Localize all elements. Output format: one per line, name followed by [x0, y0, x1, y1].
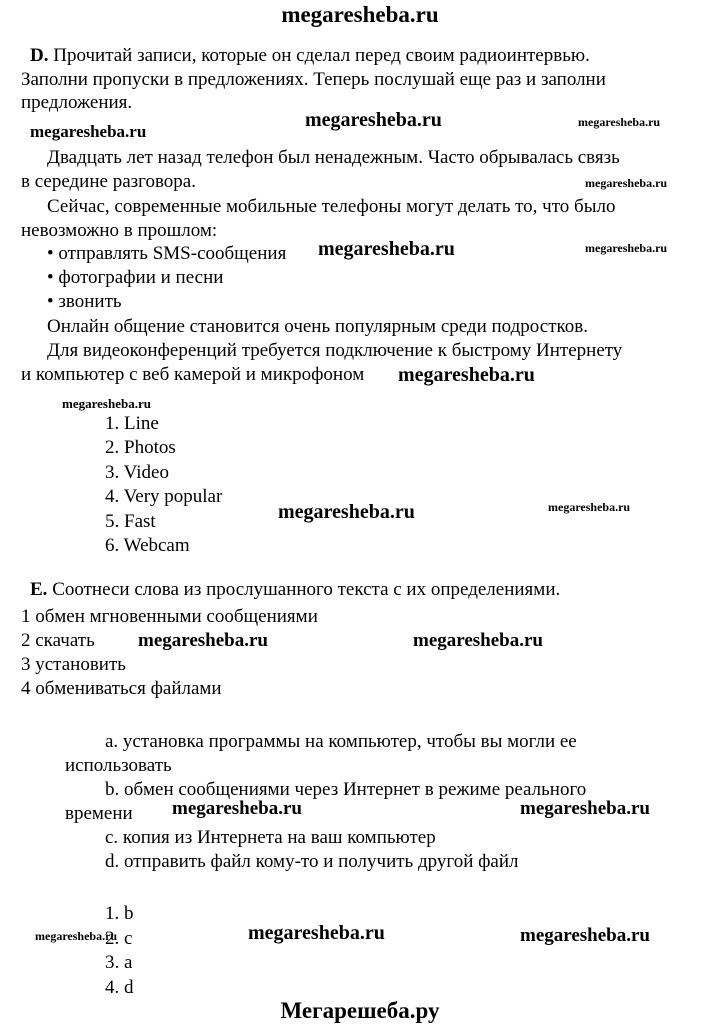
- watermark: megaresheba.ru: [62, 396, 151, 411]
- site-header-watermark: megaresheba.ru: [281, 2, 439, 27]
- task-e-label: E.: [30, 579, 48, 600]
- term-item: 4 обмениваться файлами: [21, 678, 222, 699]
- notes-paragraph-4: [21, 339, 683, 386]
- answer-item: 4. d: [105, 976, 134, 998]
- notes-p4-line1: Для видеоконференций требуется подключение к быстрому Интернету: [47, 340, 623, 361]
- notes-p2-line1: Сейчас, современные мобильные телефоны могут делать то, что было: [47, 196, 616, 217]
- watermark: megaresheba.ru: [305, 109, 442, 131]
- site-footer-title: Мегарешеба.ру: [280, 998, 440, 1023]
- answer-item: 2. c: [105, 927, 133, 949]
- answer-item: 3. a: [105, 952, 133, 973]
- notes-p2-line2: невозможно в прошлом:: [21, 219, 218, 241]
- answer-item: 5. Fast: [105, 510, 156, 532]
- definition-c: c. копия из Интернета на ваш компьютер: [105, 827, 436, 848]
- definition-d: d. отправить файл кому-то и получить другой файл: [105, 851, 519, 872]
- task-d-answer-list: [105, 412, 222, 558]
- watermark: megaresheba.ru: [398, 364, 535, 386]
- notes-paragraph-2: [21, 195, 683, 242]
- task-e-instructions: [21, 578, 701, 602]
- definition-a-line1: a. установка программы на компьютер, чтобы вы могли ее: [105, 731, 577, 752]
- watermark: megaresheba.ru: [172, 798, 302, 819]
- definition-b-line1: b. обмен сообщениями через Интернет в режиме реального: [105, 779, 587, 800]
- notes-p3: Онлайн общение становится очень популярным среди подростков.: [47, 316, 588, 337]
- notes-paragraph-1: [21, 146, 683, 193]
- notes-p4-line2: и компьютер с веб камерой и микрофоном: [21, 363, 365, 385]
- watermark: megaresheba.ru: [585, 176, 668, 190]
- task-d-instructions: [21, 44, 683, 115]
- task-d-line3: предложения.: [21, 92, 133, 113]
- watermark: megaresheba.ru: [578, 115, 661, 129]
- bullet-item: • отправлять SMS-сообщения: [47, 243, 287, 264]
- watermark: megaresheba.ru: [278, 501, 415, 523]
- watermark: megaresheba.ru: [585, 241, 668, 255]
- watermark: megaresheba.ru: [318, 238, 455, 260]
- bullet-item: • фотографии и песни: [47, 267, 224, 289]
- watermark: megaresheba.ru: [138, 630, 268, 651]
- watermark: megaresheba.ru: [548, 500, 631, 514]
- notes-p1-line2: в середине разговора.: [21, 170, 196, 192]
- term-item: 3 установить: [21, 654, 126, 675]
- task-d-line1: Прочитай записи, которые он сделал перед своим радиоинтервью.: [53, 45, 590, 66]
- term-item: 1 обмен мгновенными сообщениями: [21, 606, 318, 627]
- answer-item: 3. Video: [105, 461, 169, 483]
- task-e-term-list: [21, 605, 683, 701]
- definition-b-line2: времени: [65, 803, 133, 824]
- watermark: megaresheba.ru: [35, 929, 118, 943]
- answer-item: 6. Webcam: [105, 535, 190, 557]
- answer-item: 2. Photos: [105, 437, 176, 459]
- watermark: megaresheba.ru: [30, 122, 147, 141]
- answer-item: 4. Very popular: [105, 486, 223, 508]
- watermark: megaresheba.ru: [413, 630, 543, 651]
- definition-a-line2: использовать: [65, 755, 172, 776]
- answer-item: 1. b: [105, 903, 134, 924]
- bullet-item: • звонить: [47, 291, 122, 313]
- term-item: 2 скачать: [21, 630, 95, 651]
- task-d-label: D.: [30, 45, 49, 66]
- watermark: megaresheba.ru: [520, 925, 650, 946]
- answer-item: 1. Line: [105, 413, 159, 434]
- watermark: megaresheba.ru: [248, 922, 385, 944]
- notes-p1-line1: Двадцать лет назад телефон был ненадежным. Часто обрывалась связь: [47, 147, 620, 168]
- notes-paragraph-3: [21, 315, 683, 339]
- watermark: megaresheba.ru: [520, 798, 650, 819]
- task-d-line2: Заполни пропуски в предложениях. Теперь послушай еще раз и заполни: [21, 68, 606, 90]
- task-e-intro: Соотнеси слова из прослушанного текста с их определениями.: [52, 579, 561, 600]
- task-e-answer-list: [105, 902, 134, 1000]
